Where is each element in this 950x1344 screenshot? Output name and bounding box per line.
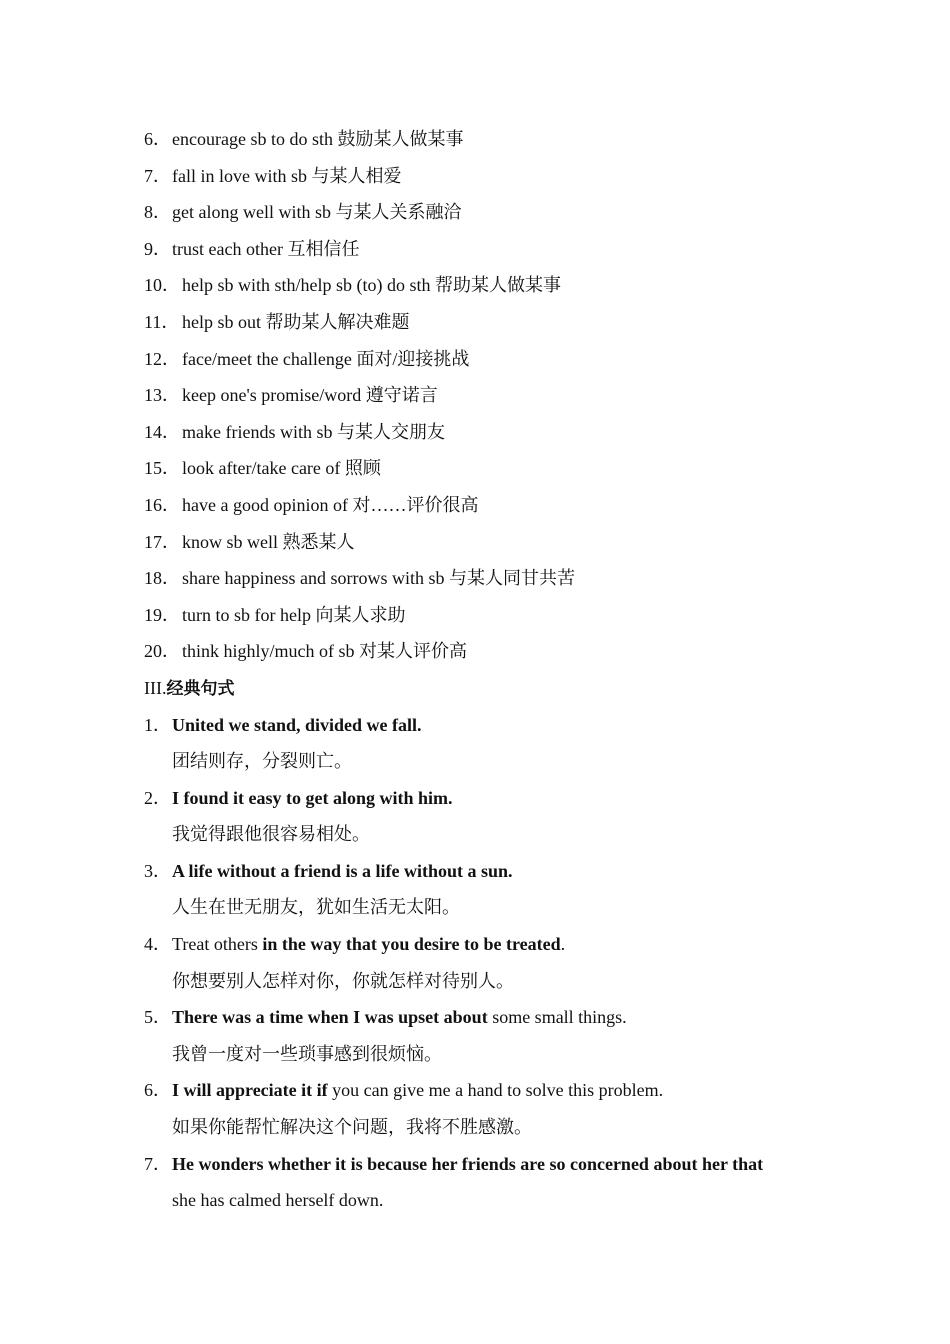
sentence-translation: 我曾一度对一些琐事感到很烦恼。 [172, 1043, 442, 1064]
item-number: 8． [144, 202, 171, 223]
sentence-bold: He wonders whether it is because her friends are so concerned about her that [172, 1153, 764, 1174]
phrase-item [144, 231, 824, 268]
sentence-bold: United we stand, divided we fall. [172, 714, 422, 735]
phrase-text: help sb with sth/help sb (to) do sth 帮助某人做某事 [182, 275, 561, 296]
phrase-text: look after/take care of 照顾 [182, 458, 381, 479]
sentence-translation: 我觉得跟他很容易相处。 [172, 824, 370, 845]
section-title: 经典句式 [166, 678, 235, 699]
phrase-text: make friends with sb 与某人交朋友 [182, 421, 445, 442]
item-number: 4． [144, 934, 171, 955]
sentence-item [144, 707, 824, 744]
phrase-item [144, 487, 824, 524]
sentence-translation: 如果你能帮忙解决这个问题，我将不胜感激。 [172, 1117, 532, 1138]
document-content [144, 121, 824, 1219]
sentence-bold: A life without a friend is a life without a sun. [172, 860, 513, 881]
item-number: 7． [144, 1153, 171, 1174]
phrase-item [144, 194, 824, 231]
phrase-item [144, 121, 824, 158]
phrase-text: think highly/much of sb 对某人评价高 [182, 641, 467, 662]
section-heading [144, 670, 824, 707]
item-number: 19． [144, 604, 180, 625]
sentence-item [144, 780, 824, 817]
sentence-bold: in the way that you desire to be treated [262, 934, 561, 955]
phrase-text: know sb well 熟悉某人 [182, 531, 355, 552]
item-number: 14． [144, 421, 180, 442]
item-number: 18． [144, 568, 180, 589]
item-number: 9． [144, 238, 171, 259]
phrase-text: trust each other 互相信任 [172, 238, 360, 259]
item-number: 5． [144, 1007, 171, 1028]
item-number: 6． [144, 1080, 171, 1101]
item-number: 3． [144, 860, 171, 881]
item-number: 17． [144, 531, 180, 552]
phrase-item [144, 341, 824, 378]
phrase-item [144, 304, 824, 341]
sentence-translation: 人生在世无朋友，犹如生活无太阳。 [172, 897, 460, 918]
sentence-plain: you can give me a hand to solve this problem. [327, 1080, 664, 1101]
sentence-item [144, 999, 824, 1036]
phrase-item [144, 560, 824, 597]
item-number: 13． [144, 385, 180, 406]
sentence-continuation: she has calmed herself down. [172, 1190, 384, 1211]
sentence-translation: 你想要别人怎样对你，你就怎样对待别人。 [172, 970, 514, 991]
item-number: 6． [144, 129, 171, 149]
phrase-item [144, 633, 824, 670]
phrase-item [144, 158, 824, 195]
item-number: 12． [144, 348, 180, 369]
phrase-text: turn to sb for help 向某人求助 [182, 604, 406, 625]
sentence-bold: I found it easy to get along with him. [172, 787, 453, 808]
item-number: 11． [144, 311, 180, 332]
phrase-item [144, 597, 824, 634]
item-number: 7． [144, 165, 171, 186]
phrase-item [144, 267, 824, 304]
sentence-plain: . [560, 934, 566, 955]
item-number: 1． [144, 714, 171, 735]
sentence-item [144, 1146, 824, 1183]
sentence-translation: 团结则存，分裂则亡。 [172, 751, 352, 772]
phrase-text: fall in love with sb 与某人相爱 [172, 165, 402, 186]
sentence-item [144, 926, 824, 963]
phrase-text: get along well with sb 与某人关系融洽 [172, 202, 462, 223]
item-number: 20． [144, 641, 180, 662]
phrase-text: face/meet the challenge 面对/迎接挑战 [182, 348, 470, 369]
item-number: 15． [144, 458, 180, 479]
phrase-item [144, 450, 824, 487]
sentence-plain: Treat others [172, 934, 263, 955]
phrase-text: encourage sb to do sth 鼓励某人做某事 [172, 129, 464, 149]
phrase-item [144, 377, 824, 414]
sentence-plain: some small things. [487, 1007, 627, 1028]
sentence-item [144, 853, 824, 890]
phrase-item [144, 524, 824, 561]
phrase-text: keep one's promise/word 遵守诺言 [182, 385, 438, 406]
item-number: 2． [144, 787, 171, 808]
phrase-text: have a good opinion of 对……评价很高 [182, 494, 479, 515]
phrase-text: help sb out 帮助某人解决难题 [182, 311, 410, 332]
sentence-bold: There was a time when I was upset about [172, 1007, 488, 1028]
phrase-text: share happiness and sorrows with sb 与某人同甘共苦 [182, 568, 575, 589]
section-numeral: III. [144, 677, 167, 698]
sentence-item [144, 1072, 824, 1109]
item-number: 16． [144, 494, 180, 515]
phrase-item [144, 414, 824, 451]
sentence-bold: I will appreciate it if [172, 1080, 328, 1101]
item-number: 10． [144, 275, 180, 296]
